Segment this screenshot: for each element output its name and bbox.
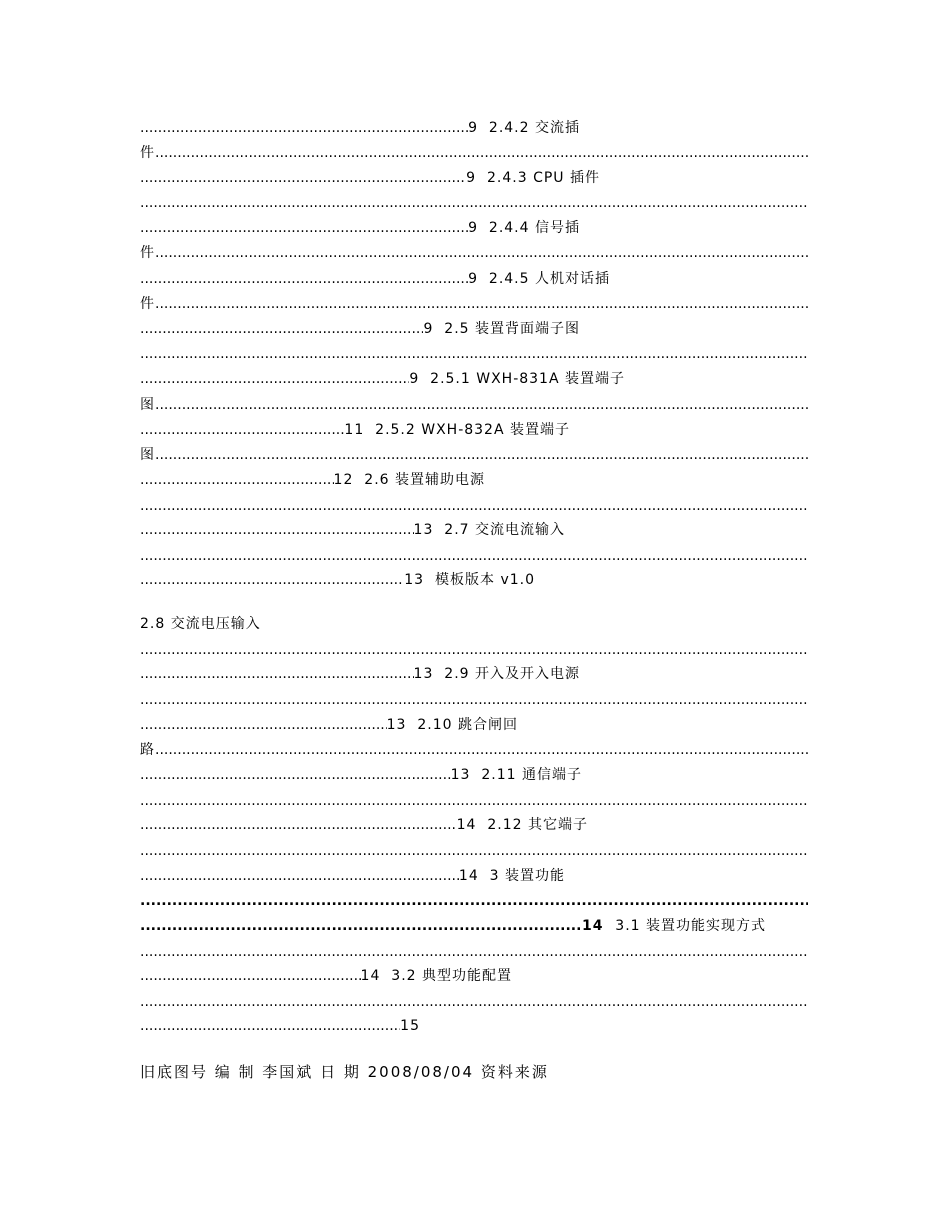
toc-line — [140, 394, 808, 416]
toc-entry-title: 2.4.2 交流插 — [488, 120, 580, 136]
toc-page-number: 9 — [409, 371, 420, 387]
leader-dots — [140, 167, 466, 189]
toc-page-number: 9 — [468, 271, 479, 287]
toc-entry-title: 2.5 装置背面端子图 — [444, 321, 580, 337]
toc-line — [140, 545, 808, 567]
leader-dots — [140, 519, 414, 541]
toc-line — [140, 192, 808, 214]
leader-dots — [140, 268, 468, 290]
toc-line — [140, 915, 766, 937]
leader-dots — [140, 965, 361, 987]
toc-line — [140, 714, 518, 736]
toc-line — [140, 419, 570, 441]
leader-dots — [155, 142, 808, 164]
toc-entry-title: 2.7 交流电流输入 — [444, 522, 565, 538]
leader-dots — [140, 545, 808, 567]
toc-entry-continuation: 图 — [140, 397, 155, 413]
toc-page-number: 13 — [450, 767, 471, 783]
toc-page-number: 13 — [386, 717, 407, 733]
toc-page-number: 9 — [468, 220, 479, 236]
toc-line — [140, 840, 808, 862]
leader-dots — [140, 117, 468, 139]
leader-dots — [140, 192, 808, 214]
toc-entry-title: 3.2 典型功能配置 — [391, 968, 512, 984]
leader-dots — [140, 569, 404, 591]
toc-entry-title: 2.9 开入及开入电源 — [444, 666, 580, 682]
toc-page-number: 14 — [456, 817, 477, 833]
toc-page-number: 13 — [404, 572, 425, 588]
toc-page-number: 9 — [423, 321, 434, 337]
toc-entry-title: 2.10 跳合闸回 — [417, 717, 518, 733]
leader-dots — [140, 495, 808, 517]
toc-line — [140, 117, 580, 139]
toc-line — [140, 368, 625, 390]
toc-entry-title: 2.4.3 CPU 插件 — [487, 170, 600, 186]
toc-entry-title: 2.4.5 人机对话插 — [488, 271, 610, 287]
leader-dots — [140, 814, 457, 836]
leader-dots — [155, 242, 808, 264]
leader-dots — [140, 663, 414, 685]
leader-dots — [155, 444, 808, 466]
leader-dots — [140, 915, 582, 937]
leader-dots — [155, 293, 808, 315]
document-footer: 旧底图号 编 制 李国斌 日 期 2008/08/04 资料来源 — [140, 1063, 549, 1081]
toc-line — [140, 865, 565, 887]
leader-dots — [140, 343, 808, 365]
leader-dots — [140, 469, 334, 491]
toc-entry-continuation: 件 — [140, 245, 155, 261]
toc-line — [140, 268, 610, 290]
toc-entry-title: 2.4.4 信号插 — [488, 220, 580, 236]
toc-line — [140, 318, 580, 340]
toc-entry-title: 2.11 通信端子 — [481, 767, 582, 783]
leader-dots — [140, 318, 423, 340]
toc-page-number: 14 — [458, 868, 479, 884]
toc-entry-title: 3.1 装置功能实现方式 — [615, 918, 766, 934]
leader-dots — [140, 217, 468, 239]
leader-dots — [140, 639, 808, 661]
toc-line — [140, 764, 582, 786]
leader-dots — [140, 865, 459, 887]
toc-line — [140, 941, 808, 963]
toc-line — [140, 790, 808, 812]
toc-line — [140, 639, 808, 661]
toc-line — [140, 142, 808, 164]
toc-page-number: 11 — [344, 422, 365, 438]
toc-line — [140, 242, 808, 264]
toc-page-number: 13 — [413, 666, 434, 682]
leader-dots — [155, 739, 808, 761]
toc-line — [140, 217, 580, 239]
toc-line — [140, 1015, 420, 1037]
toc-line — [140, 444, 808, 466]
leader-dots — [140, 689, 808, 711]
toc-line — [140, 469, 485, 491]
toc-line — [140, 167, 600, 189]
leader-dots — [140, 1015, 400, 1037]
toc-entry-title: 2.5.2 WXH-832A 装置端子 — [375, 422, 570, 438]
leader-dots — [140, 714, 387, 736]
toc-entry-title: 2.12 其它端子 — [487, 817, 588, 833]
toc-line — [140, 495, 808, 517]
toc-line — [140, 293, 808, 315]
toc-line — [140, 343, 808, 365]
leader-dots — [140, 764, 451, 786]
toc-entry-continuation: 图 — [140, 447, 155, 463]
toc-entry-continuation: 件 — [140, 145, 155, 161]
leader-dots — [140, 941, 808, 963]
toc-line — [140, 663, 580, 685]
leader-dots — [140, 368, 409, 390]
toc-page-number: 9 — [468, 120, 479, 136]
toc-page-number: 12 — [333, 472, 354, 488]
toc-page-number: 14 — [582, 918, 604, 934]
section-heading: 2.8 交流电压输入 — [140, 616, 261, 632]
toc-entry-title: 3 装置功能 — [489, 868, 565, 884]
toc-line — [140, 814, 588, 836]
leader-dots — [140, 419, 344, 441]
leader-dots — [155, 394, 808, 416]
toc-page-number: 14 — [360, 968, 381, 984]
toc-line — [140, 569, 535, 591]
toc-entry-title: 2.6 装置辅助电源 — [364, 472, 485, 488]
toc-line — [140, 739, 808, 761]
toc-line — [140, 965, 512, 987]
toc-line — [140, 890, 808, 912]
toc-page-number: 13 — [413, 522, 434, 538]
leader-dots — [140, 790, 808, 812]
toc-line — [140, 519, 565, 541]
toc-entry-continuation: 路 — [140, 742, 155, 758]
toc-page-number: 15 — [400, 1018, 420, 1034]
leader-dots — [140, 890, 808, 912]
toc-entry-title: 2.5.1 WXH-831A 装置端子 — [430, 371, 625, 387]
toc-page-number: 9 — [466, 170, 477, 186]
toc-line — [140, 689, 808, 711]
leader-dots — [140, 840, 808, 862]
toc-entry-title: 模板版本 v1.0 — [435, 572, 535, 588]
toc-entry-continuation: 件 — [140, 296, 155, 312]
toc-line — [140, 991, 808, 1013]
leader-dots — [140, 991, 808, 1013]
